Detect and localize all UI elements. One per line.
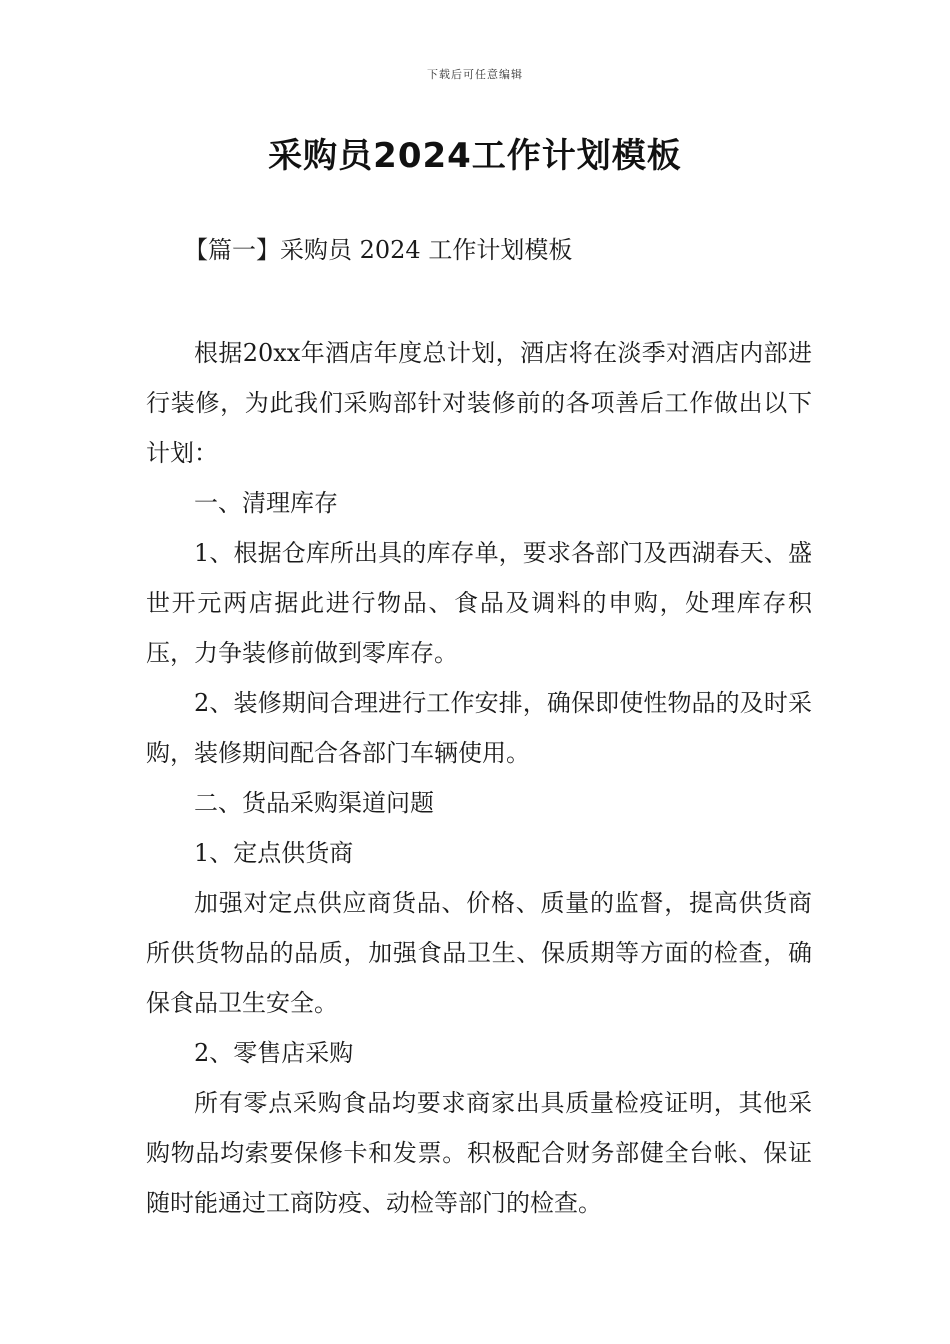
subheading-designated-suppliers: 1、定点供货商 — [194, 839, 354, 867]
paragraph-designated-suppliers: 加强对定点供应商货品、价格、质量的监督，提高供货商所供货物品的品质，加强食品卫生、保质期等方面的检查，确保食品卫生安全。 — [146, 889, 812, 1017]
subheading-retail-purchasing: 2、零售店采购 — [194, 1039, 354, 1067]
heading-procurement-channels: 二、货品采购渠道问题 — [194, 789, 434, 817]
paragraph-intro: 根据20xx年酒店年度总计划，酒店将在淡季对酒店内部进行装修，为此我们采购部针对装修前的各项善后工作做出以下计划： — [146, 339, 812, 467]
document-body — [146, 328, 812, 1228]
paragraph-retail-purchasing: 所有零点采购食品均要求商家出具质量检疫证明，其他采购物品均索要保修卡和发票。积极配合财务部健全台帐、保证随时能通过工商防疫、动检等部门的检查。 — [146, 1089, 812, 1217]
document-title: 采购员2024工作计划模板 — [268, 136, 682, 176]
paragraph-inventory-item-1: 1、根据仓库所出具的库存单，要求各部门及西湖春天、盛世开元两店据此进行物品、食品及调料的申购，处理库存积压，力争装修前做到零库存。 — [146, 539, 812, 667]
section-heading: 【篇一】采购员 2024 工作计划模板 — [184, 236, 573, 264]
paragraph-inventory-item-2: 2、装修期间合理进行工作安排，确保即使性物品的及时采购，装修期间配合各部门车辆使用。 — [146, 689, 812, 767]
header-note: 下载后可任意编辑 — [427, 68, 523, 81]
heading-clear-inventory: 一、清理库存 — [194, 489, 338, 517]
